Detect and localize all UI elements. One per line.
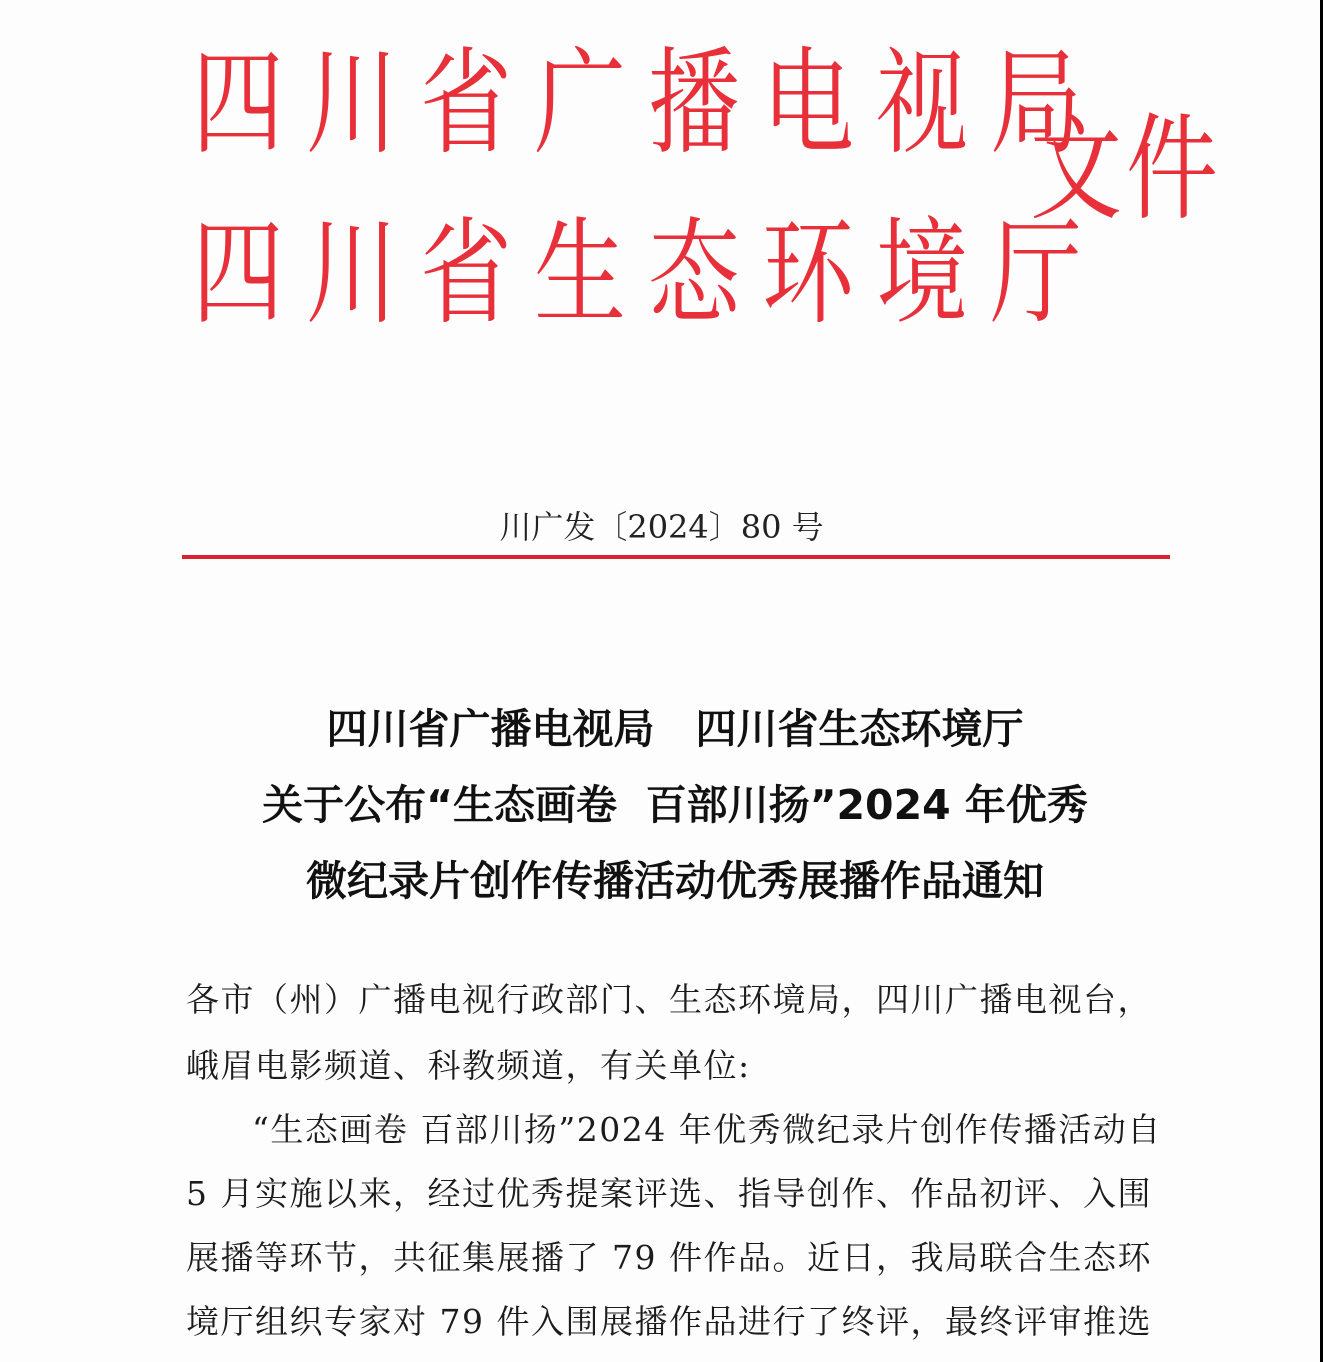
title-line-2: 关于公布“生态画卷 百部川扬”2024 年优秀 <box>262 781 1088 829</box>
body-line-4: 5 月实施以来，经过优秀提案评选、指导创作、作品初评、入围 <box>186 1174 1152 1213</box>
body-line-2: 峨眉电影频道、科教频道，有关单位: <box>186 1046 751 1085</box>
title-line-3: 微纪录片创作传播活动优秀展播作品通知 <box>306 857 1044 905</box>
body-line-3: “生态画卷 百部川扬”2024 年优秀微纪录片创作传播活动自 <box>252 1110 1162 1149</box>
document-number: 川广发〔2024〕80 号 <box>499 508 824 546</box>
issuer-line-2: 四川省生态环境厅 <box>192 206 1105 340</box>
title-line-1: 四川省广播电视局 四川省生态环境厅 <box>326 705 1024 753</box>
header-suffix: 文件 <box>1030 102 1223 236</box>
issuer-line-1: 四川省广播电视局 <box>192 36 1105 170</box>
body-line-1: 各市（州）广播电视行政部门、生态环境局，四川广播电视台， <box>186 980 1152 1019</box>
body-line-5: 展播等环节，共征集展播了 79 件作品。近日，我局联合生态环 <box>186 1238 1152 1277</box>
red-divider <box>182 555 1170 559</box>
body-line-6: 境厅组织专家对 79 件入围展播作品进行了终评，最终评审推选 <box>186 1302 1152 1341</box>
